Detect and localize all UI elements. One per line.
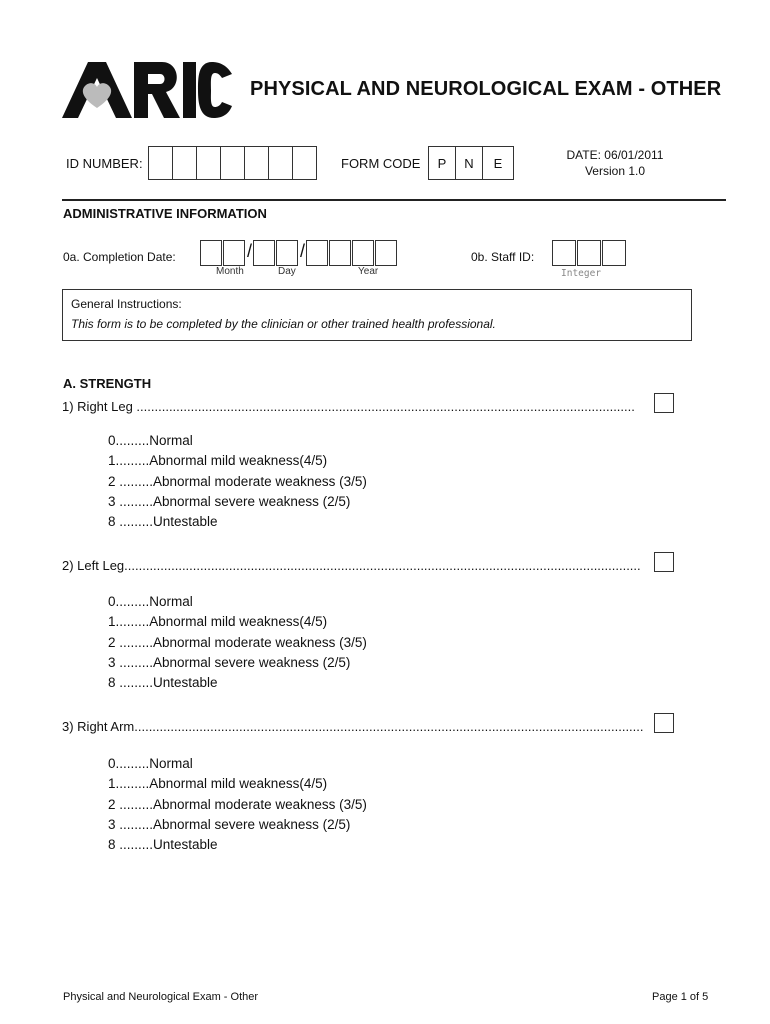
form-code-boxes: [428, 146, 513, 180]
id-number-boxes[interactable]: [148, 146, 316, 180]
footer-title: Physical and Neurological Exam - Other: [63, 991, 259, 1003]
options-left-leg: [108, 592, 367, 693]
option-item: 8 .........Untestable: [108, 837, 218, 853]
staff-id-label: 0b. Staff ID:: [471, 250, 535, 264]
option-item: 3 .........Abnormal severe weakness (2/5): [108, 816, 351, 832]
question-right-arm: 3) Right Arm.............................................................................................................................................: [62, 719, 644, 734]
section-a-heading: A. STRENGTH: [63, 376, 152, 391]
answer-box-left-leg[interactable]: [654, 552, 674, 572]
form-date: DATE: 06/01/2011: [566, 148, 664, 162]
form-code-char: E: [482, 146, 514, 180]
form-title: PHYSICAL AND NEUROLOGICAL EXAM - OTHER: [250, 78, 722, 100]
option-item: 0.........Normal: [108, 594, 193, 609]
form-code-char: P: [428, 146, 456, 180]
option-item: 0.........Normal: [108, 433, 193, 448]
answer-box-right-leg[interactable]: [654, 393, 674, 413]
option-item: 1.........Abnormal mild weakness(4/5): [108, 453, 328, 469]
month-label: Month: [216, 266, 244, 277]
option-item: 2 .........Abnormal moderate weakness (3/5): [108, 634, 367, 650]
question-left-leg: 2) Left Leg...............................................................................................................................................: [62, 558, 641, 573]
staff-id-hint: Integer: [561, 268, 602, 279]
form-code-char: N: [455, 146, 483, 180]
divider: [62, 199, 726, 201]
page-number: Page 1 of 5: [652, 991, 709, 1003]
option-item: 3 .........Abnormal severe weakness (2/5): [108, 654, 351, 670]
option-item: 1.........Abnormal mild weakness(4/5): [108, 614, 328, 630]
answer-box-right-arm[interactable]: [654, 713, 674, 733]
option-item: 2 .........Abnormal moderate weakness (3/5): [108, 796, 367, 812]
year-label: Year: [358, 266, 379, 277]
instructions-text: This form is to be completed by the clinician or other trained health professional.: [71, 317, 496, 331]
day-label: Day: [278, 266, 296, 277]
options-right-arm: [108, 754, 367, 855]
option-item: 0.........Normal: [108, 756, 193, 771]
aric-logo: [62, 60, 234, 120]
date-separator: /: [300, 241, 306, 261]
option-item: 2 .........Abnormal moderate weakness (3/5): [108, 473, 367, 489]
id-number-label: ID NUMBER:: [66, 156, 143, 171]
form-code-label: FORM CODE: [341, 156, 421, 171]
option-item: 3 .........Abnormal severe weakness (2/5): [108, 493, 351, 509]
general-instructions: [62, 289, 692, 341]
date-separator: /: [247, 241, 253, 261]
staff-id-field[interactable]: [552, 240, 627, 266]
option-item: 8 .........Untestable: [108, 514, 218, 530]
admin-heading: ADMINISTRATIVE INFORMATION: [63, 206, 267, 221]
completion-date-label: 0a. Completion Date:: [63, 250, 176, 264]
option-item: 1.........Abnormal mild weakness(4/5): [108, 776, 328, 792]
instructions-heading: General Instructions:: [71, 297, 182, 311]
question-right-leg: 1) Right Leg ..........................................................................................................................................: [62, 399, 635, 414]
option-item: 8 .........Untestable: [108, 675, 218, 691]
options-right-leg: [108, 431, 367, 532]
form-version: Version 1.0: [584, 164, 646, 178]
completion-date-field[interactable]: [200, 240, 398, 266]
